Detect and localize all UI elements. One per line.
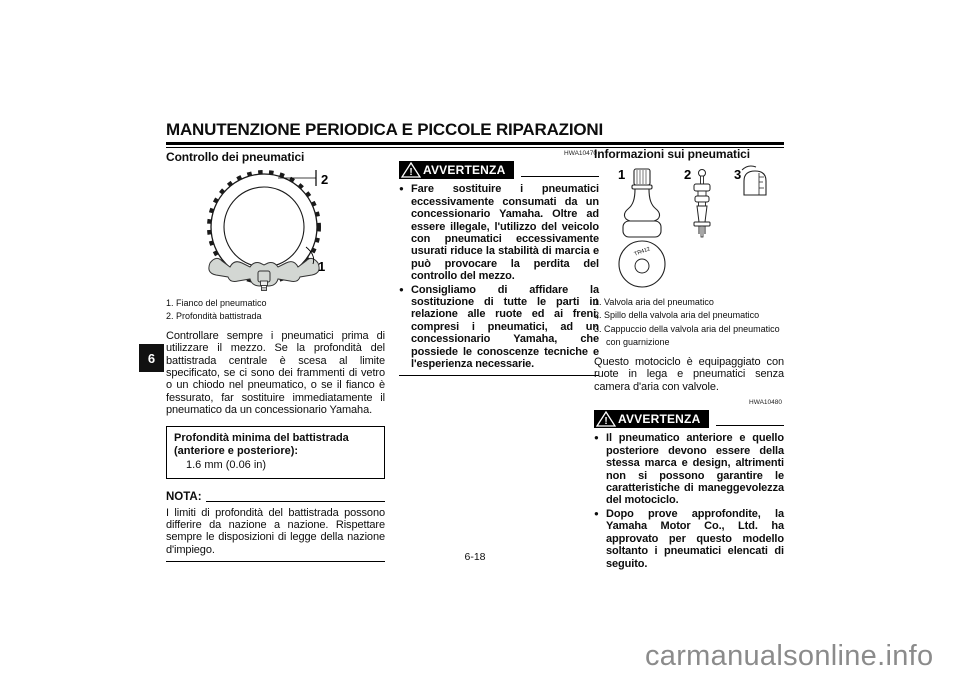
caption-item: 1. Fianco del pneumatico	[166, 297, 267, 308]
warning-rule	[521, 176, 599, 177]
warning-label: AVVERTENZA	[423, 162, 506, 177]
warning-rule	[716, 425, 784, 426]
callout-3-label: 3	[734, 167, 742, 183]
page-number: 6-18	[464, 551, 486, 563]
warning-bullet-text: Consigliamo di affidare la sostituzione di tutte le parti in relazione alle ruote ed ai freni, compresi i pneumatici, ad un concessionario Yamaha, che possiede le conoscenze tecniche e l'esperienza necessarie.	[411, 283, 599, 371]
note-header	[166, 491, 385, 503]
bullet-icon: ●	[399, 284, 404, 294]
page-header	[166, 120, 784, 148]
warning-bullet	[594, 432, 784, 506]
ref-code: HWA10480	[749, 399, 782, 407]
section-heading-tire-info: Informazioni sui pneumatici	[594, 147, 750, 161]
valve-marking-circle	[619, 241, 665, 287]
svg-text:!: !	[409, 166, 413, 178]
bullet-icon: ●	[594, 508, 599, 518]
tread-depth-spec-box	[166, 426, 385, 480]
warning-triangle-icon	[596, 411, 616, 427]
valve-collar	[258, 271, 270, 282]
callout-2-label: 2	[321, 172, 329, 188]
tire-diagram	[166, 167, 385, 291]
figure-caption-list	[594, 296, 784, 350]
valve-stem	[262, 286, 267, 291]
callout-2-label: 2	[684, 167, 692, 183]
note-paragraph: I limiti di profondità del battistrada possono differire da nazione a nazione. Rispettare sempre le disposizioni di legge della nazione d'impiego.	[166, 506, 385, 556]
valve-core-drawing	[694, 170, 710, 238]
ref-code: HWA10470	[564, 150, 597, 157]
callout-1-label: 1	[618, 167, 626, 183]
spec-title-line: Profondità minima del battistrada	[174, 431, 349, 444]
column-right	[594, 148, 784, 571]
valve-diagram	[594, 164, 784, 290]
note-rule	[206, 501, 385, 502]
spec-title-line: (anteriore e posteriore):	[174, 445, 299, 458]
caption-item: 1. Valvola aria del pneumatico	[594, 296, 714, 307]
warning-label: AVVERTENZA	[618, 411, 701, 426]
warning-badge	[594, 410, 709, 428]
warning-bullet	[399, 284, 599, 371]
tire-cross-section-figure	[166, 167, 385, 294]
page-title: MANUTENZIONE PERIODICA E PICCOLE RIPARAZIONI	[166, 120, 603, 139]
chapter-tab: 6	[139, 344, 164, 372]
spec-value: 1.6 mm (0.06 in)	[186, 458, 267, 471]
column-left	[166, 151, 385, 562]
warning-bullet-text: Fare sostituire i pneumatici eccessivamente consumati da un concessionario Yamaha. Oltre ad essere illegale, l'utilizzo del veicolo con pneumatici eccessivamente usurati riduce la stabilità di marcia e può provocare la perdita del controllo del mezzo.	[411, 183, 599, 283]
warning-bullet-text: Il pneumatico anteriore e quello posteriore devono essere della stessa marca e design, altrimenti non si possono garantire le caratteristiche di maneggevolezza del motociclo.	[606, 432, 784, 507]
valve-cap-drawing	[742, 166, 766, 195]
column-middle	[399, 148, 599, 376]
warning-triangle-icon	[401, 162, 421, 178]
valve-marking-text: TR412	[633, 246, 652, 258]
caption-item: 2. Spillo della valvola aria del pneumatico	[594, 310, 760, 321]
tire-inner-wall	[224, 187, 304, 267]
valve-neck	[261, 281, 268, 286]
tire-info-paragraph: Questo motociclo è equipaggiato con ruote in lega e pneumatici senza camera d'aria con valvole.	[594, 355, 784, 393]
warning-bullet	[399, 183, 599, 282]
note-label: NOTA:	[166, 491, 202, 504]
svg-text:!: !	[604, 415, 608, 427]
figure-caption-list	[166, 297, 385, 324]
caption-item: 3. Cappuccio della valvola aria del pneumatico con guarnizione	[594, 323, 780, 348]
callout-1-label: 1	[318, 259, 326, 275]
bullet-icon: ●	[594, 433, 599, 443]
bullet-icon: ●	[399, 184, 404, 194]
warning-bullet-text: Dopo prove approfondite, la Yamaha Motor Co., Ltd. ha approvato per questo modello soltanto i pneumatici elencati di seguito.	[606, 507, 784, 570]
warning-header	[399, 161, 599, 179]
warning-header	[594, 410, 784, 428]
warning-badge	[399, 161, 514, 179]
tire-check-paragraph: Controllare sempre i pneumatici prima di utilizzare il mezzo. Se la profondità del battistrada centrale è scesa al limite specificato, se ci sono dei frammenti di vetro o un chiodo nel pneumatico, o se il fianco è fessurato, far sostituire immediatamente il pneumatico da un concessionario Yamaha.	[166, 329, 385, 417]
watermark: carmanualsonline.info	[645, 640, 934, 672]
caption-item: 2. Profondità battistrada	[166, 311, 262, 322]
tire-valve-drawing	[623, 169, 661, 237]
section-heading-tire-check: Controllo dei pneumatici	[166, 150, 305, 164]
valve-parts-figure	[594, 164, 784, 293]
warning-end-rule	[399, 375, 599, 376]
